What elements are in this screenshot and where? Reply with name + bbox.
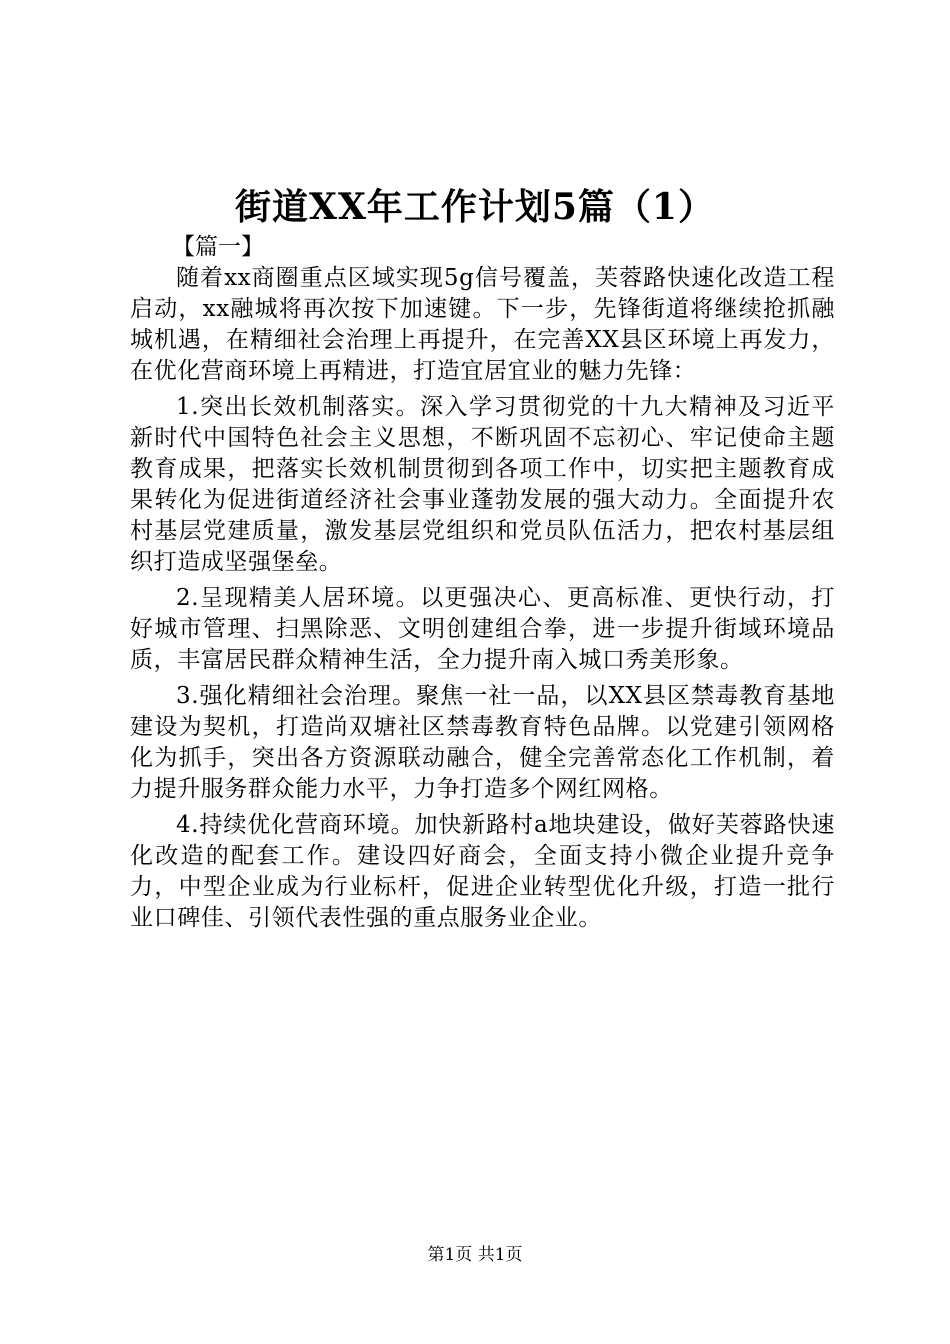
- intro-paragraph: 随着xx商圈重点区域实现5g信号覆盖，芙蓉路快速化改造工程启动，xx融城将再次按下加速键。下一步，先锋街道将继续抢抓融城机遇，在精细社会治理上再提升，在完善XX县区环境上再发力，在优化营商环境上再精进，打造宜居宜业的魅力先锋：: [130, 265, 835, 384]
- document-title: 街道XX年工作计划5篇（1）: [235, 186, 715, 228]
- item-paragraph-3: 3.强化精细社会治理。聚焦一社一品，以XX县区禁毒教育基地建设为契机，打造尚双塘社区禁毒教育特色品牌。以党建引领网格化为抓手，突出各方资源联动融合，健全完善常态化工作机制，着力提升服务群众能力水平，力争打造多个网红网格。: [130, 683, 835, 802]
- item-paragraph-2: 2.呈现精美人居环境。以更强决心、更高标准、更快行动，打好城市管理、扫黑除恶、文明创建组合拳，进一步提升街域环境品质，丰富居民群众精神生活，全力提升南入城口秀美形象。: [130, 585, 835, 673]
- section-label: 【篇一】: [172, 234, 264, 260]
- item-paragraph-4: 4.持续优化营商环境。加快新路村a地块建设，做好芙蓉路快速化改造的配套工作。建设四好商会，全面支持小微企业提升竞争力，中型企业成为行业标杆，促进企业转型优化升级，打造一批行业口碑佳、引领代表性强的重点服务业企业。: [130, 812, 835, 931]
- document-body: [130, 232, 835, 934]
- page-footer: 第1页 共1页: [427, 1245, 523, 1265]
- item-paragraph-1: 1.突出长效机制落实。深入学习贯彻党的十九大精神及习近平新时代中国特色社会主义思想，不断巩固不忘初心、牢记使命主题教育成果，把落实长效机制贯彻到各项工作中，切实把主题教育成果转化为促进街道经济社会事业蓬勃发展的强大动力。全面提升农村基层党建质量，激发基层党组织和党员队伍活力，把农村基层组织打造成坚强堡垒。: [130, 394, 835, 575]
